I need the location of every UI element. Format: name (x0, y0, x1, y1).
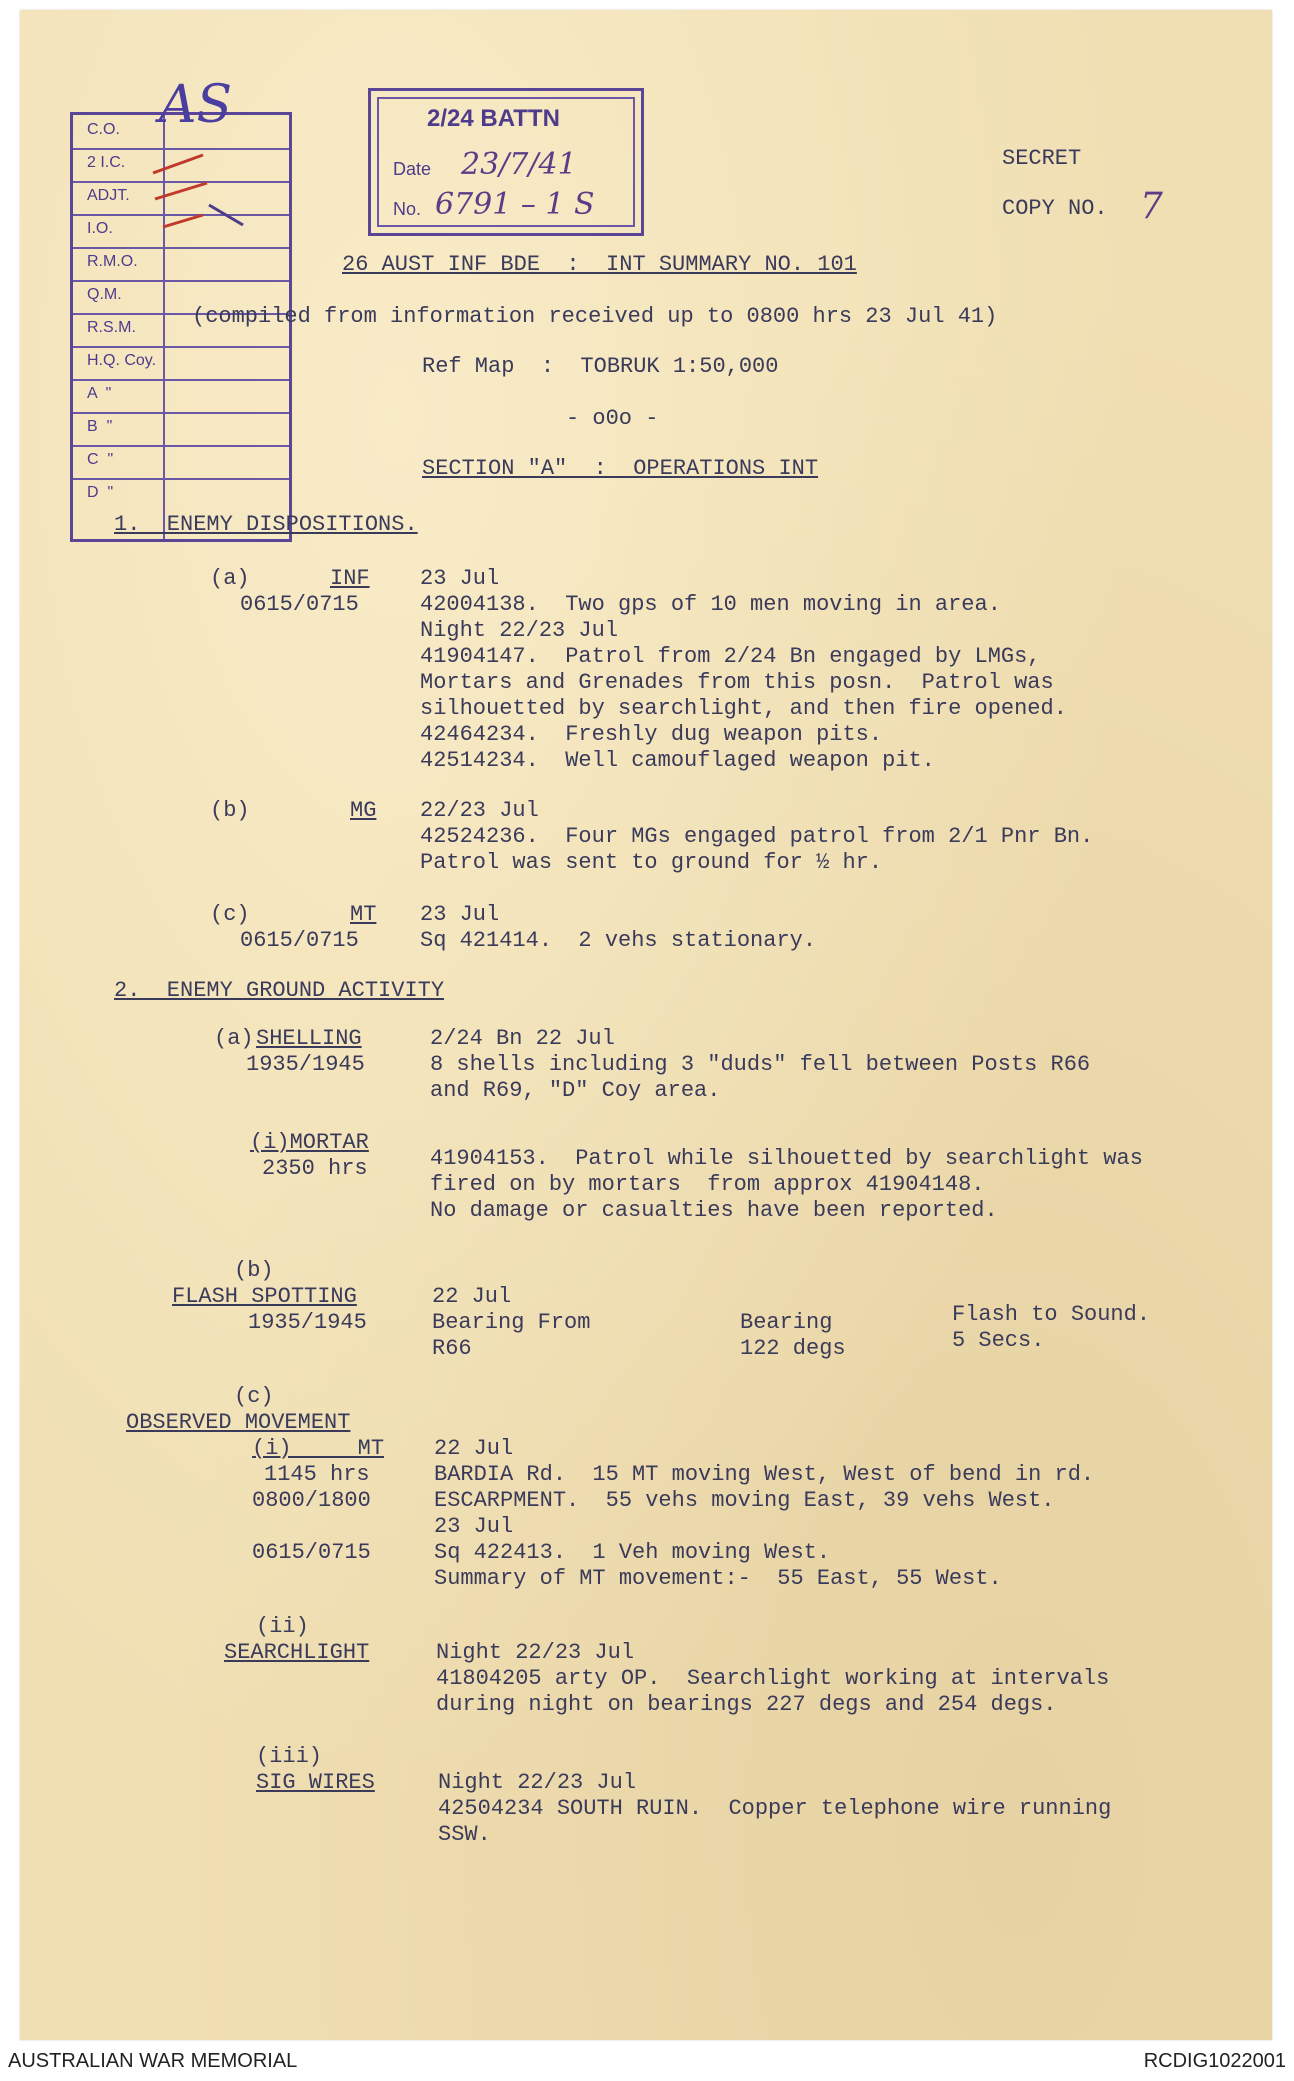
s1b-line: 42524236. Four MGs engaged patrol from 2/1 Pnr Bn. (420, 824, 1094, 849)
s2c-iii-label: (iii) (256, 1744, 323, 1769)
s1a-line: 41904147. Patrol from 2/24 Bn engaged by LMGs, (420, 644, 1041, 669)
tick-marks (143, 135, 273, 245)
s2c-label: (c) (234, 1384, 274, 1409)
observed-time: 1145 hrs (264, 1462, 370, 1487)
s1a-line: 42464234. Freshly dug weapon pits. (420, 722, 883, 747)
routing-row (73, 247, 289, 282)
sig-wires-line: SSW. (438, 1822, 491, 1847)
s1a-time: 0615/0715 (240, 592, 359, 617)
copy-label: COPY NO. (1002, 196, 1108, 221)
document-title: 26 AUST INF BDE : INT SUMMARY NO. 101 (342, 252, 857, 277)
s1b-label: (b) (210, 798, 250, 823)
searchlight-line: during night on bearings 227 degs and 254 degs. (436, 1692, 1057, 1717)
observed-movement-label: OBSERVED MOVEMENT (126, 1410, 351, 1435)
routing-label: B " (87, 418, 113, 435)
routing-row (73, 379, 289, 414)
routing-label: D " (87, 484, 114, 501)
compiled-note: (compiled from information received up to 0800 hrs 23 Jul 41) (192, 304, 998, 329)
routing-row (73, 478, 289, 511)
s1c-time: 0615/0715 (240, 928, 359, 953)
classification: SECRET (1002, 146, 1082, 171)
searchlight-label: SEARCHLIGHT (224, 1640, 370, 1665)
battalion-stamp (368, 88, 644, 236)
routing-label: C.O. (87, 121, 120, 138)
battalion-no-value: 6791 – 1 S (435, 187, 595, 222)
observed-line: Sq 422413. 1 Veh moving West. (434, 1540, 831, 1565)
mortar-label: (i)MORTAR (250, 1130, 369, 1155)
s1c-type: MT (350, 902, 377, 927)
s1a-line: 42514234. Well camouflaged weapon pit. (420, 748, 935, 773)
shelling-line: 8 shells including 3 "duds" fell between Posts R66 (430, 1052, 1091, 1077)
flash-col-header: Bearing From (432, 1310, 591, 1335)
observed-date: 23 Jul (434, 1514, 514, 1539)
s1a-line: 23 Jul (420, 566, 500, 591)
routing-label: ADJT. (87, 187, 130, 204)
copy-number: 7 (1140, 186, 1163, 227)
flash-value: 5 Secs. (952, 1328, 1045, 1353)
flash-value: 122 degs (740, 1336, 846, 1361)
battalion-no-label: No. (393, 199, 422, 219)
footer-credit: AUSTRALIAN WAR MEMORIAL (8, 2050, 298, 2072)
s1b-type: MG (350, 798, 377, 823)
s1a-line: silhouetted by searchlight, and then fire opened. (420, 696, 1067, 721)
searchlight-line: 41804205 arty OP. Searchlight working at intervals (436, 1666, 1110, 1691)
routing-label: Q.M. (87, 286, 122, 303)
reference-map: Ref Map : TOBRUK 1:50,000 (422, 354, 779, 379)
divider: - o0o - (566, 406, 659, 431)
initials-handwritten: AS (159, 75, 233, 135)
s1b-line: 22/23 Jul (420, 798, 539, 823)
mortar-line: No damage or casualties have been reported. (430, 1198, 998, 1223)
battalion-date-label: Date (393, 159, 432, 179)
routing-label: R.M.O. (87, 253, 138, 270)
sig-wires-line: Night 22/23 Jul (438, 1770, 637, 1795)
observed-line: BARDIA Rd. 15 MT moving West, West of bend in rd. (434, 1462, 1095, 1487)
routing-row (73, 445, 289, 480)
routing-label: A " (87, 385, 112, 402)
section-heading: SECTION "A" : OPERATIONS INT (422, 456, 819, 481)
s2c-ii-label: (ii) (256, 1614, 309, 1639)
s1a-line: 42004138. Two gps of 10 men moving in area. (420, 592, 1001, 617)
battalion-unit: 2/24 BATTN (427, 105, 560, 132)
observed-date: 22 Jul (434, 1436, 514, 1461)
routing-label: I.O. (87, 220, 113, 237)
shelling-line: 2/24 Bn 22 Jul (430, 1026, 615, 1051)
sig-wires-line: 42504234 SOUTH RUIN. Copper telephone wire running (438, 1796, 1112, 1821)
flash-col-header: Flash to Sound. (952, 1302, 1151, 1327)
flash-value: R66 (432, 1336, 472, 1361)
routing-label: C " (87, 451, 114, 468)
s2a-label: (a) (214, 1026, 254, 1051)
footer-id: RCDIG1022001 (1143, 2050, 1286, 2072)
mortar-time: 2350 hrs (262, 1156, 368, 1181)
shelling-label: SHELLING (256, 1026, 362, 1051)
routing-label: H.Q. Coy. (87, 352, 157, 369)
s2-heading: 2. ENEMY GROUND ACTIVITY (114, 978, 445, 1003)
s1a-line: Mortars and Grenades from this posn. Patrol was (420, 670, 1054, 695)
shelling-line: and R69, "D" Coy area. (430, 1078, 721, 1103)
battalion-date-value: 23/7/41 (461, 147, 577, 182)
observed-time: 0800/1800 (252, 1488, 371, 1513)
flash-spotting-time: 1935/1945 (248, 1310, 367, 1335)
observed-summary: Summary of MT movement:- 55 East, 55 West. (434, 1566, 1002, 1591)
s2b-label: (b) (234, 1258, 274, 1283)
flash-col-header: Bearing (740, 1310, 833, 1335)
mortar-line: fired on by mortars from approx 41904148. (430, 1172, 985, 1197)
s1-heading: 1. ENEMY DISPOSITIONS. (114, 512, 418, 537)
s1c-label: (c) (210, 902, 250, 927)
s1a-type: INF (330, 566, 370, 591)
searchlight-line: Night 22/23 Jul (436, 1640, 635, 1665)
routing-label: 2 I.C. (87, 154, 126, 171)
flash-spotting-date: 22 Jul (432, 1284, 512, 1309)
flash-spotting-label: FLASH SPOTTING (172, 1284, 357, 1309)
routing-row (73, 346, 289, 381)
sig-wires-label: SIG WIRES (256, 1770, 375, 1795)
observed-time: 0615/0715 (252, 1540, 371, 1565)
routing-row (73, 412, 289, 447)
routing-label: R.S.M. (87, 319, 136, 336)
observed-line: ESCARPMENT. 55 vehs moving East, 39 vehs West. (434, 1488, 1055, 1513)
shelling-time: 1935/1945 (246, 1052, 365, 1077)
mortar-line: 41904153. Patrol while silhouetted by searchlight was (430, 1146, 1143, 1171)
s1a-label: (a) (210, 566, 250, 591)
s1c-line: Sq 421414. 2 vehs stationary. (420, 928, 817, 953)
s1c-line: 23 Jul (420, 902, 500, 927)
mt-label: (i) MT (252, 1436, 385, 1461)
s1b-line: Patrol was sent to ground for ½ hr. (420, 850, 883, 875)
s1a-line: Night 22/23 Jul (420, 618, 619, 643)
